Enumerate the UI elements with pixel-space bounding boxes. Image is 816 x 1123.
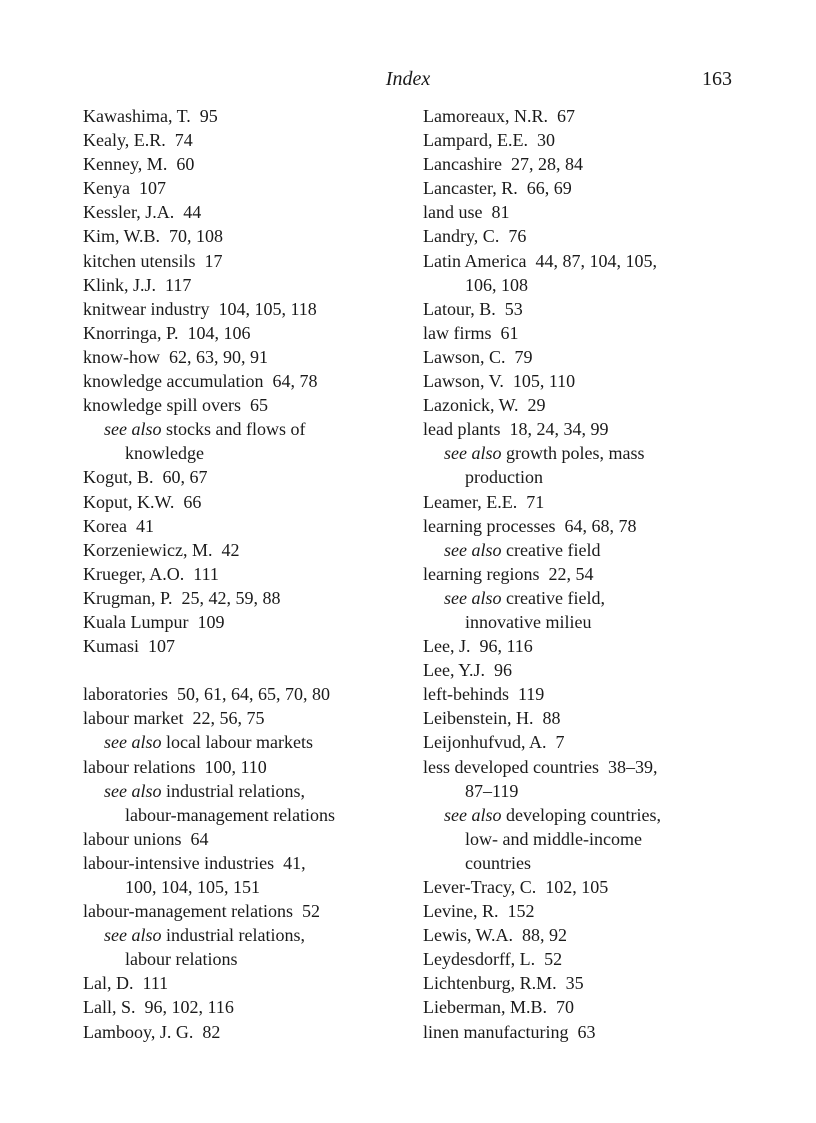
index-entry-continuation bbox=[423, 779, 743, 803]
index-entry-text: Kenney, M. 60 bbox=[83, 154, 195, 175]
index-entry bbox=[423, 682, 743, 706]
index-entry-text: knowledge accumulation 64, 78 bbox=[83, 371, 318, 392]
index-entry-text: Koput, K.W. 66 bbox=[83, 491, 202, 512]
index-cross-reference bbox=[83, 923, 403, 947]
index-entry bbox=[423, 128, 743, 152]
index-entry bbox=[83, 586, 403, 610]
index-entry bbox=[83, 176, 403, 200]
index-cross-reference bbox=[423, 538, 743, 562]
index-entry bbox=[83, 514, 403, 538]
index-cross-reference bbox=[423, 803, 743, 827]
index-entry bbox=[423, 200, 743, 224]
index-entry bbox=[423, 297, 743, 321]
index-entry-continuation bbox=[423, 273, 743, 297]
index-entry bbox=[83, 706, 403, 730]
see-also-label: see also bbox=[104, 732, 162, 753]
index-entry bbox=[423, 899, 743, 923]
index-entry-text: Krueger, A.O. 111 bbox=[83, 563, 219, 584]
index-entry-text: countries bbox=[465, 852, 531, 873]
index-entry-text: linen manufacturing 63 bbox=[423, 1021, 596, 1042]
index-entry-text: Lever-Tracy, C. 102, 105 bbox=[423, 877, 609, 897]
index-entry bbox=[83, 995, 403, 1019]
see-also-label: see also bbox=[104, 419, 162, 440]
index-entry-text: Krugman, P. 25, 42, 59, 88 bbox=[83, 587, 281, 608]
index-entry-text: Leamer, E.E. 71 bbox=[423, 491, 545, 512]
index-entry bbox=[423, 490, 743, 514]
index-entry-text: Lewis, W.A. 88, 92 bbox=[423, 925, 567, 946]
index-entry bbox=[83, 465, 403, 489]
index-entry bbox=[423, 706, 743, 730]
index-entry-text: innovative milieu bbox=[465, 611, 592, 632]
index-entry bbox=[423, 321, 743, 345]
index-entry-text: Leibenstein, H. 88 bbox=[423, 708, 561, 729]
index-entry bbox=[423, 755, 743, 779]
index-entry bbox=[423, 152, 743, 176]
index-entry-text: Kumasi 107 bbox=[83, 636, 175, 657]
index-entry-text: low- and middle-income bbox=[465, 828, 642, 849]
index-entry-text: Lancaster, R. 66, 69 bbox=[423, 178, 572, 199]
index-entry-text: learning regions 22, 54 bbox=[423, 563, 594, 584]
index-entry bbox=[83, 971, 403, 995]
index-entry-continuation bbox=[83, 947, 403, 971]
index-entry bbox=[423, 417, 743, 441]
index-entry bbox=[83, 104, 403, 128]
index-entry-text: knitwear industry 104, 105, 118 bbox=[83, 298, 317, 319]
index-entry-text: law firms 61 bbox=[423, 322, 519, 343]
index-entry-text: learning processes 64, 68, 78 bbox=[423, 515, 637, 536]
index-entry-text: Lall, S. 96, 102, 116 bbox=[83, 997, 234, 1018]
index-entry-text: Knorringa, P. 104, 106 bbox=[83, 322, 251, 343]
index-entry-continuation bbox=[83, 803, 403, 827]
index-entry-text: labour relations 100, 110 bbox=[83, 756, 267, 777]
index-entry bbox=[83, 562, 403, 586]
index-entry bbox=[423, 658, 743, 682]
index-entry bbox=[83, 297, 403, 321]
index-entry bbox=[423, 345, 743, 369]
index-entry-text: land use 81 bbox=[423, 202, 510, 223]
index-entry bbox=[83, 827, 403, 851]
index-entry bbox=[423, 249, 743, 273]
index-entry-text: Korzeniewicz, M. 42 bbox=[83, 539, 240, 560]
index-entry bbox=[83, 755, 403, 779]
index-entry-text: growth poles, mass bbox=[501, 443, 645, 464]
index-entry-text: labour market 22, 56, 75 bbox=[83, 708, 265, 729]
index-entry-text: Kessler, J.A. 44 bbox=[83, 202, 202, 223]
see-also-label: see also bbox=[104, 925, 162, 946]
index-entry bbox=[423, 634, 743, 658]
index-entry bbox=[83, 224, 403, 248]
index-cross-reference bbox=[83, 779, 403, 803]
index-entry bbox=[423, 1020, 743, 1044]
index-entry bbox=[83, 128, 403, 152]
index-entry-text: 100, 104, 105, 151 bbox=[125, 877, 260, 897]
index-entry bbox=[423, 730, 743, 754]
index-entry-continuation bbox=[83, 441, 403, 465]
index-entry bbox=[83, 393, 403, 417]
index-entry bbox=[423, 393, 743, 417]
index-entry-text: Latour, B. 53 bbox=[423, 298, 523, 319]
index-entry bbox=[423, 995, 743, 1019]
index-entry-text: Leijonhufvud, A. 7 bbox=[423, 732, 565, 753]
index-entry-continuation bbox=[423, 610, 743, 634]
page-title: Index bbox=[385, 68, 431, 90]
index-entry-continuation bbox=[83, 875, 403, 899]
index-entry-continuation bbox=[423, 827, 743, 851]
index-entry-text: laboratories 50, 61, 64, 65, 70, 80 bbox=[83, 684, 330, 705]
index-entry bbox=[83, 682, 403, 706]
index-entry bbox=[83, 1020, 403, 1044]
index-entry-text: labour relations bbox=[125, 949, 238, 970]
index-entry bbox=[83, 634, 403, 658]
index-entry-text: Kealy, E.R. 74 bbox=[83, 130, 193, 151]
index-entry bbox=[83, 490, 403, 514]
index-entry-text: Kim, W.B. 70, 108 bbox=[83, 226, 224, 247]
index-entry-text: creative field bbox=[501, 539, 601, 560]
index-entry-text: kitchen utensils 17 bbox=[83, 250, 223, 271]
index-entry-text: industrial relations, bbox=[161, 925, 305, 946]
index-entry-text: creative field, bbox=[501, 587, 605, 608]
index-entry-text: Korea 41 bbox=[83, 515, 154, 536]
index-entry-text: industrial relations, bbox=[161, 780, 305, 801]
index-column-left bbox=[83, 104, 403, 1044]
index-entry-text: Kenya 107 bbox=[83, 178, 166, 199]
index-entry-text: 87–119 bbox=[465, 780, 519, 801]
index-entry-text: Kuala Lumpur 109 bbox=[83, 611, 225, 632]
index-entry-text: Lambooy, J. G. 82 bbox=[83, 1021, 221, 1042]
index-entry-text: Leydesdorff, L. 52 bbox=[423, 949, 563, 970]
index-entry bbox=[83, 369, 403, 393]
index-entry-text: labour unions 64 bbox=[83, 828, 209, 849]
index-entry-text: labour-management relations bbox=[125, 804, 336, 825]
index-entry bbox=[423, 562, 743, 586]
index-entry-continuation bbox=[423, 465, 743, 489]
index-cross-reference bbox=[423, 441, 743, 465]
index-entry bbox=[83, 321, 403, 345]
see-also-label: see also bbox=[444, 539, 502, 560]
index-cross-reference bbox=[83, 417, 403, 441]
index-entry bbox=[423, 369, 743, 393]
index-entry-text: labour-intensive industries 41, bbox=[83, 852, 306, 873]
index-entry-text: Lee, J. 96, 116 bbox=[423, 636, 533, 657]
index-entry bbox=[83, 899, 403, 923]
index-entry-text: Lal, D. 111 bbox=[83, 973, 169, 994]
index-entry-text: left-behinds 119 bbox=[423, 684, 545, 705]
index-entry-text: Lamoreaux, N.R. 67 bbox=[423, 106, 575, 126]
index-entry-text: developing countries, bbox=[501, 804, 661, 825]
index-entry-text: 106, 108 bbox=[465, 274, 528, 295]
index-entry-text: knowledge spill overs 65 bbox=[83, 395, 268, 416]
index-entry-text: Lieberman, M.B. 70 bbox=[423, 997, 574, 1018]
index-entry-text: Kawashima, T. 95 bbox=[83, 106, 218, 126]
index-entry bbox=[83, 345, 403, 369]
index-entry bbox=[83, 152, 403, 176]
index-entry bbox=[423, 947, 743, 971]
index-entry bbox=[83, 610, 403, 634]
index-entry-text: Landry, C. 76 bbox=[423, 226, 527, 247]
index-entry-text: local labour markets bbox=[161, 732, 313, 753]
index-entry-text: labour-management relations 52 bbox=[83, 901, 321, 922]
index-entry-text: Lawson, C. 79 bbox=[423, 346, 533, 367]
index-entry-text: Klink, J.J. 117 bbox=[83, 274, 192, 295]
index-entry bbox=[83, 273, 403, 297]
index-entry-text: Levine, R. 152 bbox=[423, 901, 535, 922]
index-entry-text: Latin America 44, 87, 104, 105, bbox=[423, 250, 657, 271]
index-entry-text: knowledge bbox=[125, 443, 204, 464]
index-entry-text: Lichtenburg, R.M. 35 bbox=[423, 973, 584, 994]
index-entry bbox=[423, 875, 743, 899]
index-entry-text: less developed countries 38–39, bbox=[423, 756, 658, 777]
see-also-label: see also bbox=[444, 587, 502, 608]
index-entry-text: production bbox=[465, 467, 543, 488]
index-entry-continuation bbox=[423, 851, 743, 875]
index-entry bbox=[423, 104, 743, 128]
page-number: 163 bbox=[702, 68, 732, 90]
see-also-label: see also bbox=[444, 443, 502, 464]
index-column-right bbox=[423, 104, 743, 1044]
index-entry bbox=[423, 176, 743, 200]
index-entry bbox=[83, 249, 403, 273]
see-also-label: see also bbox=[444, 804, 502, 825]
index-section-gap bbox=[83, 658, 403, 682]
index-entry bbox=[423, 514, 743, 538]
index-entry bbox=[423, 971, 743, 995]
see-also-label: see also bbox=[104, 780, 162, 801]
index-entry-text: Lazonick, W. 29 bbox=[423, 395, 546, 416]
index-entry bbox=[83, 538, 403, 562]
index-cross-reference bbox=[423, 586, 743, 610]
index-entry-text: Lawson, V. 105, 110 bbox=[423, 371, 576, 392]
index-entry-text: Lampard, E.E. 30 bbox=[423, 130, 555, 151]
index-entry bbox=[423, 224, 743, 248]
index-entry-text: stocks and flows of bbox=[161, 419, 306, 440]
index-entry-text: Lee, Y.J. 96 bbox=[423, 660, 512, 681]
index-entry-text: Kogut, B. 60, 67 bbox=[83, 467, 208, 488]
index-entry bbox=[83, 851, 403, 875]
index-cross-reference bbox=[83, 730, 403, 754]
index-entry-text: lead plants 18, 24, 34, 99 bbox=[423, 419, 609, 440]
index-entry-text: Lancashire 27, 28, 84 bbox=[423, 154, 583, 175]
index-entry bbox=[423, 923, 743, 947]
index-entry bbox=[83, 200, 403, 224]
index-entry-text: know-how 62, 63, 90, 91 bbox=[83, 346, 268, 367]
